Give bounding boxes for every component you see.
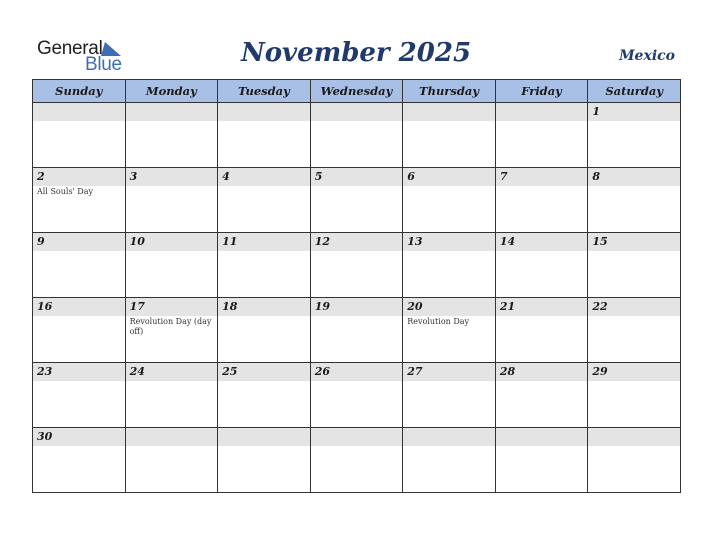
- day-number: 22: [588, 298, 680, 316]
- day-number: 1: [588, 103, 680, 121]
- calendar-day-cell: [218, 168, 311, 233]
- day-number: 10: [126, 233, 218, 251]
- calendar-day-cell: [310, 233, 403, 298]
- day-number: 17: [126, 298, 218, 316]
- calendar-day-cell: [403, 103, 496, 168]
- calendar-week-row: [33, 103, 681, 168]
- calendar-day-cell: [588, 168, 681, 233]
- weekday-header: Friday: [495, 80, 588, 103]
- calendar-day-cell: [125, 233, 218, 298]
- day-number: 9: [33, 233, 125, 251]
- calendar-title: November 2025: [240, 38, 472, 68]
- calendar-day-cell: [403, 298, 496, 363]
- country-label: Mexico: [619, 48, 675, 64]
- calendar-week-row: [33, 428, 681, 493]
- calendar-day-cell: [125, 428, 218, 493]
- calendar-day-cell: [495, 363, 588, 428]
- day-number: [126, 103, 218, 121]
- calendar-day-cell: [588, 298, 681, 363]
- calendar-day-cell: [495, 103, 588, 168]
- weekday-header: Thursday: [403, 80, 496, 103]
- calendar-day-cell: [310, 428, 403, 493]
- logo-text-blue: Blue: [85, 54, 122, 75]
- day-number: 30: [33, 428, 125, 446]
- day-number: 6: [403, 168, 495, 186]
- day-number: 24: [126, 363, 218, 381]
- day-number: 23: [33, 363, 125, 381]
- calendar-day-cell: [310, 103, 403, 168]
- holiday-label: Revolution Day (day off): [129, 317, 212, 336]
- day-number: 2: [33, 168, 125, 186]
- day-number: 5: [311, 168, 403, 186]
- calendar-day-cell: [495, 233, 588, 298]
- day-number: [496, 103, 588, 121]
- calendar-day-cell: [403, 428, 496, 493]
- day-number: 27: [403, 363, 495, 381]
- day-number: 3: [126, 168, 218, 186]
- day-number: 18: [218, 298, 310, 316]
- day-number: 28: [496, 363, 588, 381]
- calendar-day-cell: [495, 428, 588, 493]
- calendar-day-cell: [403, 363, 496, 428]
- day-number: [588, 428, 680, 446]
- day-number: [496, 428, 588, 446]
- day-number: 25: [218, 363, 310, 381]
- calendar-day-cell: [310, 168, 403, 233]
- day-number: 29: [588, 363, 680, 381]
- calendar-week-row: [33, 298, 681, 363]
- calendar-day-cell: [495, 168, 588, 233]
- calendar-day-cell: [33, 103, 126, 168]
- calendar-week-row: [33, 168, 681, 233]
- day-number: [218, 428, 310, 446]
- day-number: 16: [33, 298, 125, 316]
- calendar-day-cell: [310, 363, 403, 428]
- calendar-day-cell: [495, 298, 588, 363]
- day-number: [403, 428, 495, 446]
- calendar-day-cell: [33, 363, 126, 428]
- weekday-header-row: [33, 80, 681, 103]
- day-number: [403, 103, 495, 121]
- weekday-header: Monday: [125, 80, 218, 103]
- day-number: 8: [588, 168, 680, 186]
- calendar-day-cell: [125, 298, 218, 363]
- day-number: [311, 103, 403, 121]
- day-number: 15: [588, 233, 680, 251]
- calendar-week-row: [33, 363, 681, 428]
- calendar-day-cell: [218, 428, 311, 493]
- calendar-day-cell: [310, 298, 403, 363]
- day-number: 26: [311, 363, 403, 381]
- calendar-day-cell: [588, 363, 681, 428]
- calendar-day-cell: [588, 233, 681, 298]
- calendar-day-cell: [125, 363, 218, 428]
- calendar-day-cell: [588, 428, 681, 493]
- calendar-day-cell: [403, 168, 496, 233]
- day-number: 20: [403, 298, 495, 316]
- weekday-header: Saturday: [588, 80, 681, 103]
- logo-text-general: General: [37, 38, 103, 59]
- calendar-day-cell: [33, 168, 126, 233]
- day-number: [218, 103, 310, 121]
- calendar-day-cell: [33, 233, 126, 298]
- calendar-grid: [32, 79, 681, 493]
- day-number: 19: [311, 298, 403, 316]
- calendar-week-row: [33, 233, 681, 298]
- day-number: 12: [311, 233, 403, 251]
- day-number: 4: [218, 168, 310, 186]
- calendar-day-cell: [588, 103, 681, 168]
- day-number: [33, 103, 125, 121]
- calendar-day-cell: [218, 103, 311, 168]
- day-number: 7: [496, 168, 588, 186]
- calendar-day-cell: [33, 298, 126, 363]
- calendar-day-cell: [403, 233, 496, 298]
- day-number: 14: [496, 233, 588, 251]
- calendar-day-cell: [33, 428, 126, 493]
- day-number: [126, 428, 218, 446]
- holiday-label: Revolution Day: [407, 317, 470, 326]
- calendar-day-cell: [218, 298, 311, 363]
- calendar-day-cell: [125, 103, 218, 168]
- day-number: 11: [218, 233, 310, 251]
- day-number: [311, 428, 403, 446]
- calendar-day-cell: [218, 363, 311, 428]
- calendar-day-cell: [218, 233, 311, 298]
- day-number: 13: [403, 233, 495, 251]
- calendar-day-cell: [125, 168, 218, 233]
- holiday-label: All Souls' Day: [37, 187, 93, 196]
- weekday-header: Sunday: [33, 80, 126, 103]
- day-number: 21: [496, 298, 588, 316]
- weekday-header: Wednesday: [310, 80, 403, 103]
- weekday-header: Tuesday: [218, 80, 311, 103]
